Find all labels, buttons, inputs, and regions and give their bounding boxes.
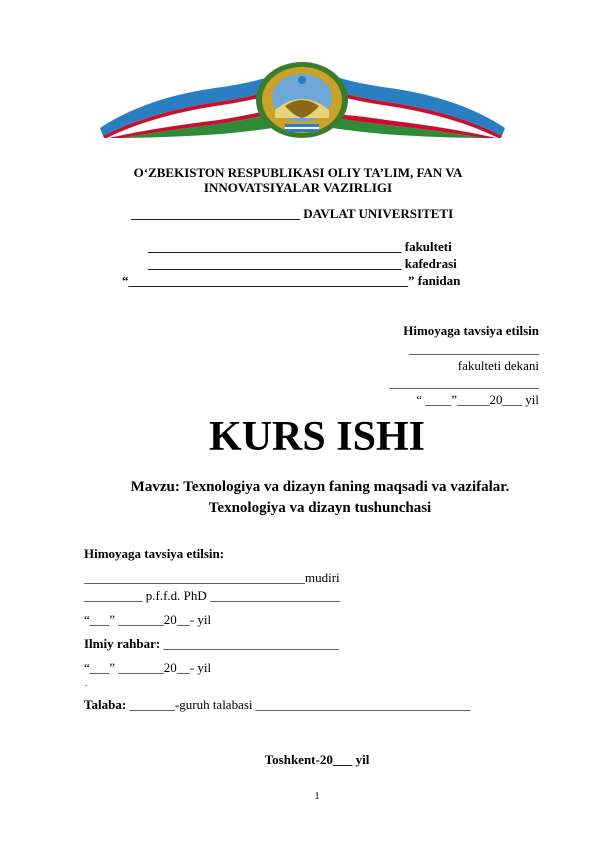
approval-heading: Himoyaga tavsiya etilsin (403, 323, 539, 338)
university-line: __________________________ DAVLAT UNIVERSITETI (131, 206, 454, 221)
subject-line: “___________________________________________” fanidan (122, 273, 461, 288)
topic-line-1: Mavzu: Texnologiya va dizayn faning maqsadi va vazifalar. (130, 479, 510, 495)
date-line-2: “___” _______20__- yil (84, 660, 212, 675)
topic-line-2: Texnologiya va dizayn tushunchasi (208, 500, 432, 516)
advisor-line (84, 636, 339, 652)
advisor-blank: ___________________________ (160, 636, 339, 651)
ministry-line-1: O‘ZBEKISTON RESPUBLIKASI OLIY TA’LIM, FAN VA (133, 165, 463, 180)
ministry-line-2: INNOVATSIYALAR VAZIRLIGI (203, 180, 393, 195)
dean-name-line: _______________________ (389, 375, 539, 390)
date-line-1: “___” _______20__- yil (84, 612, 212, 627)
department-line: _______________________________________ kafedrasi (148, 256, 457, 271)
document-title: KURS ISHI (209, 414, 425, 460)
head-of-department-line: __________________________________mudiri (84, 570, 340, 585)
right-flag (332, 78, 505, 138)
advisor-label: Ilmiy rahbar: (84, 636, 161, 651)
phd-line: _________ p.f.f.d. PhD ____________________ (84, 588, 341, 603)
page-number: 1 (314, 791, 320, 802)
stray-dot: . (85, 678, 88, 688)
student-line (84, 697, 470, 713)
emblem-seal (256, 62, 348, 138)
state-emblem-banner (95, 58, 510, 138)
city-year: Toshkent-20___ yil (264, 752, 370, 767)
approval-date: “ ____”_____20___ yil (416, 392, 539, 407)
left-flag (100, 78, 273, 138)
student-label: Talaba: (84, 697, 127, 712)
student-blank: _______-guruh talabasi _________________________________ (126, 697, 471, 712)
dean-label: fakulteti dekani (457, 358, 539, 373)
dean-signature-line: ____________________ (409, 341, 539, 356)
faculty-line: _______________________________________ fakulteti (148, 239, 452, 254)
bottom-approval-heading: Himoyaga tavsiya etilsin: (84, 546, 225, 561)
